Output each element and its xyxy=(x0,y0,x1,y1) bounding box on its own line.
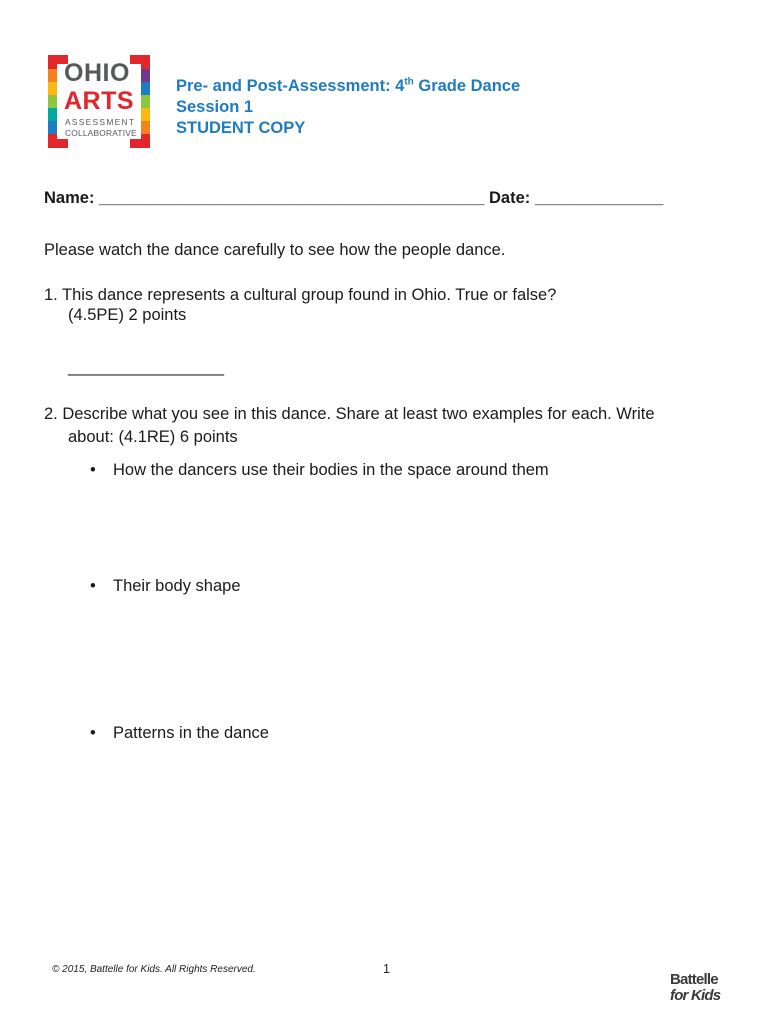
document-header xyxy=(176,76,520,139)
logo-text-collaborative: COLLABORATIVE xyxy=(65,128,137,138)
instructions-text: Please watch the dance carefully to see how the people dance. xyxy=(44,241,506,259)
question-2-bullet-2: Their body shape xyxy=(113,577,241,595)
question-1-answer-blank: _________________ xyxy=(68,358,225,376)
battelle-for-kids-logo xyxy=(670,972,730,1008)
logo-text-assessment: ASSESSMENT xyxy=(65,117,136,127)
logo-bracket-left xyxy=(48,55,57,148)
document-title: Pre- and Post-Assessment: 4th Grade Dance xyxy=(176,76,521,95)
question-2-points: about: (4.1RE) 6 points xyxy=(68,428,238,446)
brand-line-1: Battelle xyxy=(670,971,718,988)
student-copy-label: STUDENT COPY xyxy=(176,119,306,137)
ohio-arts-logo xyxy=(48,55,150,148)
bullet-icon: • xyxy=(90,461,96,479)
logo-text-arts: ARTS xyxy=(64,87,135,115)
logo-bracket-right xyxy=(141,55,150,148)
logo-text-ohio: OHIO xyxy=(64,59,130,87)
question-2-bullet-3: Patterns in the dance xyxy=(113,724,269,742)
bullet-icon: • xyxy=(90,577,96,595)
page-number: 1 xyxy=(383,962,390,976)
question-2-text: 2. Describe what you see in this dance. Share at least two examples for each. Write xyxy=(44,405,655,423)
question-1-text: 1. This dance represents a cultural group found in Ohio. True or false? xyxy=(44,286,557,304)
question-1-points: (4.5PE) 2 points xyxy=(68,306,187,324)
bullet-icon: • xyxy=(90,724,96,742)
footer-copyright: © 2015, Battelle for Kids. All Rights Reserved. xyxy=(52,964,256,975)
brand-line-2: for Kids xyxy=(670,987,721,1004)
question-2-bullet-1: How the dancers use their bodies in the space around them xyxy=(113,461,549,479)
name-date-line: Name: __________________________________________ Date: ______________ xyxy=(44,189,664,207)
session-label: Session 1 xyxy=(176,98,254,116)
